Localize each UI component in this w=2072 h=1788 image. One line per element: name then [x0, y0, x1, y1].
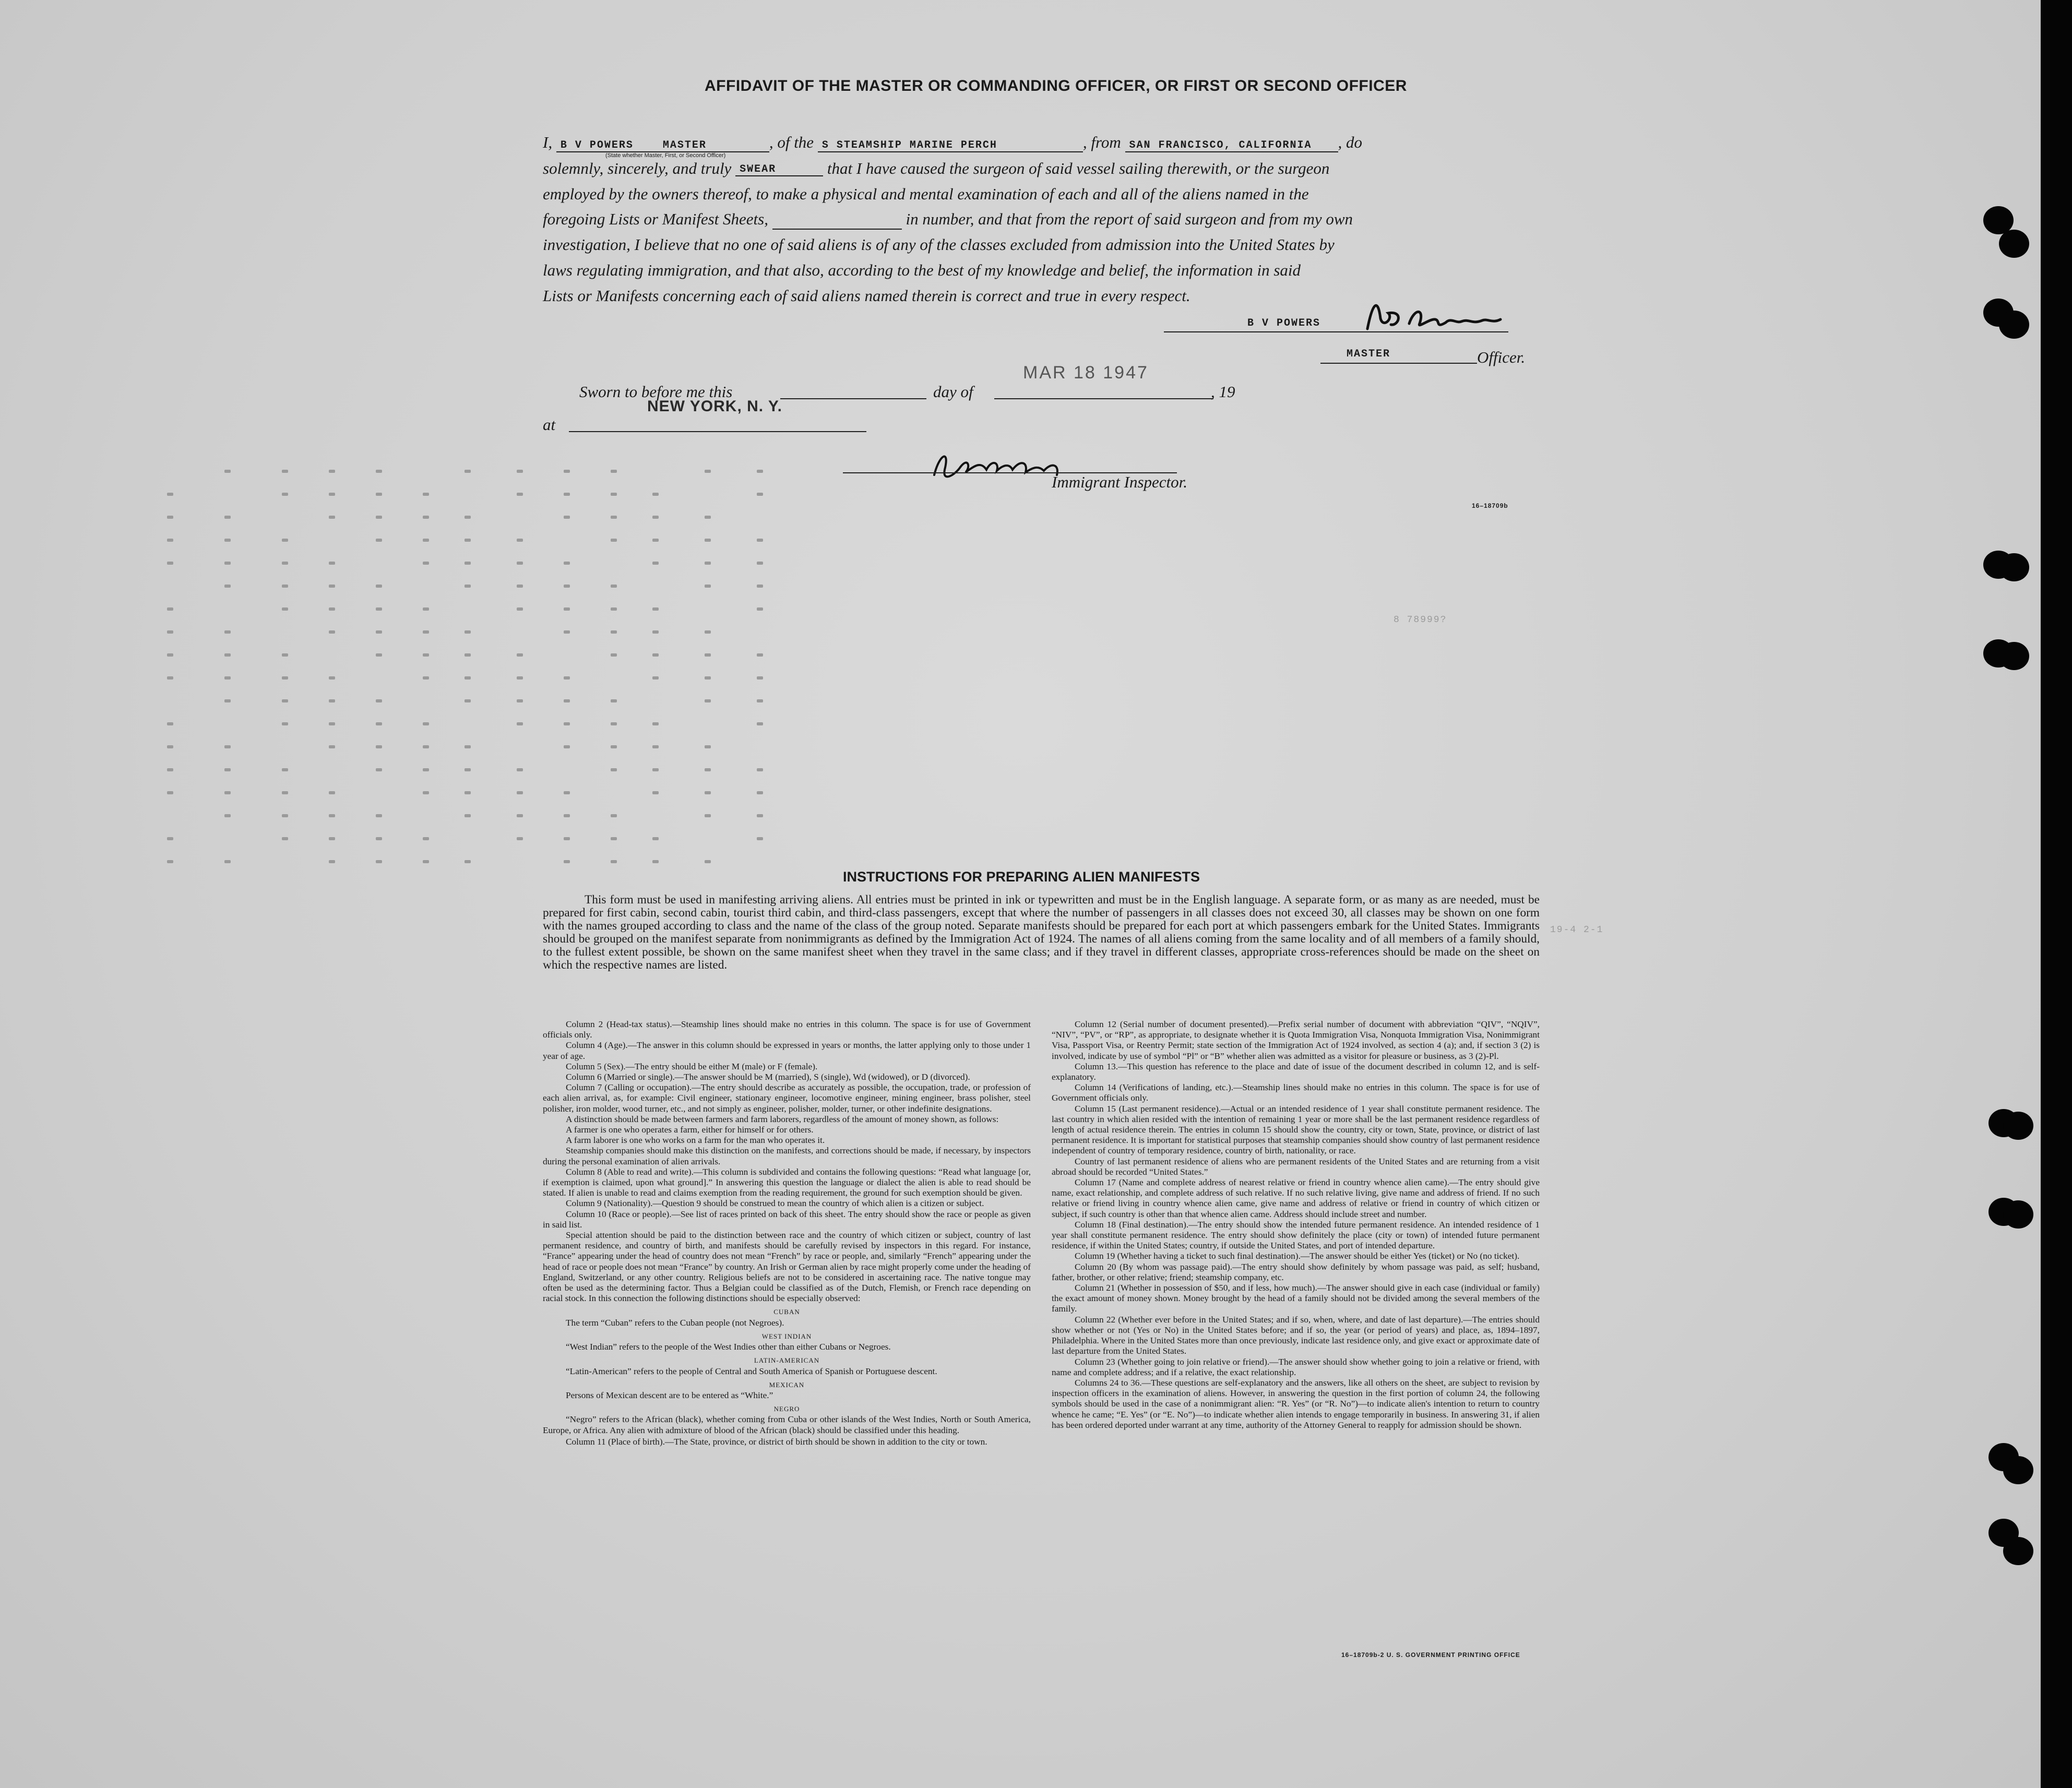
right-para: Column 21 (Whether in possession of $50, and if less, how much).—The answer should give in each case (individual or family) the exact amount of money shown. Money brought by the head of a family should not be divided among the several members of the family.: [1052, 1283, 1540, 1314]
bleed-dot: [757, 493, 763, 496]
bleed-dot: [564, 470, 570, 473]
bleed-dot: [517, 585, 523, 588]
bleed-dot: [757, 539, 763, 542]
bleed-dot: [423, 722, 429, 725]
bleed-through-marks: [151, 470, 778, 887]
bleed-dot: [329, 745, 335, 748]
bleed-dot: [224, 653, 231, 657]
bleed-dot: [757, 722, 763, 725]
left-para: Column 9 (Nationality).—Question 9 should be construed to mean the country of which alien is a citizen or subject.: [566, 1198, 984, 1209]
from-label: , from: [1082, 133, 1121, 151]
right-para: Column 20 (By whom was passage paid).—The entry should show definitely by whom passage was paid, as self; husband, father, brother, or other relative; friend; steamship company, etc.: [1052, 1261, 1540, 1282]
at-label: at: [543, 415, 556, 434]
bleed-dot: [517, 791, 523, 794]
bleed-dot: [465, 516, 471, 519]
bleed-dot: [611, 837, 617, 840]
bleed-dot: [611, 516, 617, 519]
bleed-dot: [705, 539, 711, 542]
bleed-dot: [423, 653, 429, 657]
prefix-i: I,: [543, 133, 553, 151]
bleed-dot: [423, 630, 429, 634]
bleed-dot: [517, 470, 523, 473]
officer-name-field: [556, 139, 769, 152]
section-head: WEST INDIAN: [761, 1332, 812, 1340]
bleed-dot: [564, 699, 570, 702]
bleed-dot: [167, 745, 173, 748]
bleed-dot: [423, 745, 429, 748]
section-head: CUBAN: [773, 1308, 800, 1316]
binding-hole: [1999, 230, 2029, 258]
bleed-dot: [757, 837, 763, 840]
bleed-dot: [465, 562, 471, 565]
affidavit-line-6: laws regulating immigration, and that also, according to the best of my knowledge and belief, the information in said: [543, 261, 1301, 279]
bleed-dot: [652, 630, 659, 634]
bleed-dot: [465, 585, 471, 588]
bleed-dot: [517, 722, 523, 725]
right-para: Column 12 (Serial number of document presented).—Prefix serial number of document with abbreviation “QIV”, “NQIV”, “NIV”, “PV”, or “RP”, as appropriate, to designate whether it is Quota Immigration Visa, Nonquota Immigration Visa, Nonimmigrant Visa, Passport Visa, or Reentry Permit; state section of the Immigration Act of 1924 involved, as section 4 (a); and, if section 3 (2) is involved, indicate by use of symbol “Pl” or “B” whether alien was admitted as a visitor for pleasure or business, as 3 (2)-Pl.: [1052, 1019, 1540, 1061]
bleed-dot: [423, 860, 429, 863]
sworn-month-rule: [994, 398, 1213, 399]
bleed-dot: [329, 837, 335, 840]
bleed-dot: [705, 470, 711, 473]
bleed-dot: [465, 814, 471, 817]
binding-hole: [2003, 1456, 2033, 1484]
of-the-label: , of the: [769, 133, 814, 151]
bleed-dot: [167, 630, 173, 634]
bleed-dot: [705, 791, 711, 794]
bleed-dot: [705, 768, 711, 771]
left-para: Column 6 (Married or single).—The answer should be M (married), S (single), Wd (widowed), or D (divorced).: [566, 1072, 970, 1082]
bleed-dot: [652, 653, 659, 657]
bleed-dot: [376, 470, 382, 473]
left-para: Special attention should be paid to the distinction between race and the country of which citizen or subject, country of last permanent residence, and country of birth, and manifests should be carefully revised by inspectors in this regard. For instance, “France” appearing under the head of country does not mean “French” by race or people, and, similarly “French” appearing under the head of race or people does not mean “France” by country. An Irish or German alien by race might properly come under the heading of England, Switzerland, or any other country. Religious beliefs are not to be considered in ascertaining race. The native tongue may often be used as the determining factor. Thus a Belgian could be classified as of the Dutch, Flemish, or French race depending on racial stock. In this connection the following distinctions should be especially observed:: [543, 1230, 1031, 1304]
officer-rank-typed: MASTER: [1347, 348, 1391, 360]
bleed-dot: [329, 676, 335, 680]
bleed-dot: [564, 722, 570, 725]
bleed-dot: [329, 585, 335, 588]
bleed-dot: [376, 539, 382, 542]
bleed-dot: [329, 791, 335, 794]
bleed-dot: [564, 745, 570, 748]
bleed-dot: [224, 562, 231, 565]
bleed-dot: [282, 539, 288, 542]
bleed-dot: [652, 791, 659, 794]
bleed-dot: [224, 539, 231, 542]
bleed-dot: [564, 676, 570, 680]
bleed-dot: [611, 860, 617, 863]
bleed-dot: [652, 493, 659, 496]
bleed-dot: [705, 585, 711, 588]
bleed-dot: [652, 676, 659, 680]
bleed-dot: [282, 768, 288, 771]
bleed-dot: [611, 722, 617, 725]
right-para: Column 14 (Verifications of landing, etc.).—Steamship lines should make no entries in this column. The space is for use of Government officials only.: [1052, 1082, 1540, 1103]
bleed-dot: [282, 814, 288, 817]
bleed-dot: [611, 470, 617, 473]
bleed-dot: [611, 653, 617, 657]
bleed-dot: [652, 837, 659, 840]
bleed-dot: [167, 722, 173, 725]
left-para: Column 8 (Able to read and write).—This column is subdivided and contains the following questions: “Read what language [or, if exemption is claimed, upon what ground].” In answering this question the language or dialect the alien is able to read should be stated. If alien is unable to read and claims exemption from the reading requirement, the ground for such exemption should be given.: [543, 1166, 1031, 1198]
bleed-dot: [611, 630, 617, 634]
bleed-mark-b: 19-4 2-1: [1550, 925, 1604, 935]
right-para: Column 22 (Whether ever before in the United States; and if so, when, where, and date of last departure).—The entries should show whether or not (Yes or No) in the United States before; and if so, the year (or period of years) and place, as, 1894–1897, Philadelphia. Where in the United States more than once previously, indicate last residence only, and give exact or approximate date of last departure from the United States.: [1052, 1314, 1540, 1356]
bleed-dot: [705, 860, 711, 863]
bleed-dot: [517, 539, 523, 542]
bleed-dot: [167, 562, 173, 565]
bleed-dot: [564, 562, 570, 565]
bleed-dot: [376, 493, 382, 496]
from-port: SAN FRANCISCO, CALIFORNIA: [1129, 139, 1312, 151]
bleed-dot: [517, 699, 523, 702]
left-para: Steamship companies should make this distinction on the manifests, and corrections should be made, if necessary, by inspectors during the personal examination of alien arrivals.: [543, 1146, 1031, 1166]
bleed-dot: [517, 768, 523, 771]
left-tail-para: Column 11 (Place of birth).—The State, province, or district of birth should be shown in addition to the city or town.: [566, 1436, 987, 1447]
bleed-dot: [705, 630, 711, 634]
sworn-label: Sworn to before me this: [579, 383, 733, 401]
bleed-dot: [282, 791, 288, 794]
bleed-dot: [167, 607, 173, 611]
bleed-dot: [282, 470, 288, 473]
affidavit-line-2: [543, 159, 1329, 178]
day-of-label: day of: [933, 383, 973, 401]
bleed-dot: [705, 699, 711, 702]
bleed-dot: [329, 722, 335, 725]
bleed-dot: [167, 768, 173, 771]
bleed-dot: [282, 699, 288, 702]
bleed-dot: [376, 630, 382, 634]
officer-rank-rule: [1320, 363, 1477, 364]
bleed-dot: [167, 860, 173, 863]
sworn-day-rule: [780, 398, 926, 399]
bleed-dot: [652, 745, 659, 748]
binding-hole: [2003, 1537, 2033, 1565]
bleed-dot: [376, 837, 382, 840]
bleed-dot: [423, 791, 429, 794]
bleed-dot: [224, 745, 231, 748]
bleed-dot: [224, 699, 231, 702]
bleed-dot: [564, 791, 570, 794]
right-para: Column 15 (Last permanent residence).—Actual or an intended residence of 1 year shall constitute permanent residence. The last country in which alien resided with the intention of remaining 1 year or more shall be the last permanent residence regardless of length of actual residence therein. The entries in column 15 should show the country, city or town, State, province, or district of last permanent residence. It is important for statistical purposes that steamship companies should show country of last permanent residence independent of country of temporary residence, country of birth, nationality, or race.: [1052, 1103, 1540, 1156]
place-stamp: NEW YORK, N. Y.: [647, 398, 782, 415]
at-rule: [569, 431, 866, 432]
bleed-dot: [423, 768, 429, 771]
bleed-dot: [705, 814, 711, 817]
bleed-dot: [224, 768, 231, 771]
bleed-dot: [564, 860, 570, 863]
printing-office-footer: 16–18709b-2 U. S. GOVERNMENT PRINTING OFFICE: [1341, 1651, 1520, 1659]
bleed-dot: [376, 585, 382, 588]
bleed-mark-a: 8 78999?: [1394, 615, 1447, 625]
affidavit-line-3: employed by the owners thereof, to make a physical and mental examination of each and all of the aliens named in the: [543, 185, 1309, 203]
bleed-dot: [652, 607, 659, 611]
bleed-dot: [224, 470, 231, 473]
bleed-dot: [329, 562, 335, 565]
bleed-dot: [423, 837, 429, 840]
bleed-dot: [652, 860, 659, 863]
bleed-dot: [564, 814, 570, 817]
left-para: Column 5 (Sex).—The entry should be either M (male) or F (female).: [566, 1061, 818, 1071]
bleed-dot: [376, 516, 382, 519]
bleed-dot: [376, 768, 382, 771]
bleed-dot: [282, 493, 288, 496]
bleed-dot: [705, 516, 711, 519]
left-para: Column 2 (Head-tax status).—Steamship lines should make no entries in this column. The space is for use of Government officials only.: [543, 1019, 1031, 1040]
right-para: Column 13.—This question has reference to the place and date of issue of the document described in column 12, and is self-explanatory.: [1052, 1061, 1540, 1082]
right-para: Column 23 (Whether going to join relative or friend).—The answer should show whether going to join a relative or friend, with name and complete address; and if a relative, the exact relationship.: [1052, 1356, 1540, 1377]
right-para: Country of last permanent residence of aliens who are permanent residents of the United States and are returning from a visit abroad should be recorded “United States.”: [1052, 1156, 1540, 1177]
bleed-dot: [376, 699, 382, 702]
bleed-dot: [282, 607, 288, 611]
instructions-title: INSTRUCTIONS FOR PREPARING ALIEN MANIFESTS: [843, 869, 1200, 885]
section-head: LATIN-AMERICAN: [754, 1356, 820, 1365]
bleed-dot: [282, 653, 288, 657]
bleed-dot: [517, 607, 523, 611]
bleed-dot: [423, 493, 429, 496]
bleed-dot: [282, 837, 288, 840]
bleed-dot: [564, 516, 570, 519]
left-para: Column 7 (Calling or occupation).—The entry should describe as accurately as possible, the occupation, trade, or profession of each alien arrival, as, for example: Civil engineer, stationary engineer, locomotive engineer, mining engineer, brass polisher, steel polisher, iron molder, wood turner, etc., and not simply as engineer, polisher, molder, turner, or other indefinite designations.: [543, 1082, 1031, 1114]
bleed-dot: [517, 814, 523, 817]
right-para: Column 19 (Whether having a ticket to such final destination).—The answer should be either Yes (ticket) or No (no ticket).: [1075, 1251, 1520, 1261]
bleed-dot: [224, 585, 231, 588]
master-signature: [1357, 287, 1514, 339]
section-body: Persons of Mexican descent are to be entered as “White.”: [566, 1390, 773, 1400]
bleed-dot: [376, 722, 382, 725]
section-head: MEXICAN: [769, 1380, 805, 1389]
line4-pre: foregoing Lists or Manifest Sheets,: [543, 210, 768, 228]
bleed-dot: [465, 653, 471, 657]
bleed-dot: [652, 516, 659, 519]
bleed-dot: [564, 837, 570, 840]
vessel-name: S STEAMSHIP MARINE PERCH: [821, 139, 997, 151]
binding-hole: [1999, 311, 2029, 339]
bleed-dot: [465, 860, 471, 863]
bleed-dot: [329, 607, 335, 611]
section-body: “West Indian” refers to the people of the West Indies other than either Cubans or Negroes.: [566, 1342, 891, 1352]
oath-field: [735, 163, 823, 176]
affidavit-line-7: Lists or Manifests concerning each of said aliens named therein is correct and true in every respect.: [543, 287, 1190, 305]
bleed-dot: [465, 699, 471, 702]
bleed-dot: [652, 722, 659, 725]
right-para: Column 18 (Final destination).—The entry should show the intended future permanent residence. An intended residence of 1 year shall constitute permanent residence. The entry should show definitely the place (city or town) of intended future permanent residence, if within the United States; country, if outside the United States, and port of intended departure.: [1052, 1219, 1540, 1251]
bleed-dot: [757, 562, 763, 565]
officer-label: Officer.: [1477, 348, 1526, 366]
left-para: Column 4 (Age).—The answer in this column should be expressed in years or months, the latter applying only to those under 1 year of age.: [543, 1040, 1031, 1061]
bleed-dot: [652, 768, 659, 771]
bleed-dot: [329, 516, 335, 519]
bleed-dot: [517, 837, 523, 840]
left-para: A distinction should be made between farmers and farm laborers, regardless of the amount of money shown, as follows:: [566, 1114, 999, 1124]
vessel-field: [818, 139, 1083, 152]
bleed-dot: [564, 607, 570, 611]
binding-hole: [2003, 1200, 2033, 1229]
section-body: “Latin-American” refers to the people of Central and South America of Spanish or Portuguese descent.: [566, 1366, 937, 1376]
bleed-dot: [465, 630, 471, 634]
oath-word: SWEAR: [740, 163, 777, 175]
bleed-dot: [611, 814, 617, 817]
bleed-dot: [282, 585, 288, 588]
bleed-dot: [757, 607, 763, 611]
bleed-dot: [564, 493, 570, 496]
from-port-field: [1125, 139, 1338, 152]
bleed-dot: [564, 630, 570, 634]
bleed-dot: [705, 562, 711, 565]
binding-hole: [2003, 1112, 2033, 1140]
bleed-dot: [224, 676, 231, 680]
line2-post: that I have caused the surgeon of said vessel sailing therewith, or the surgeon: [827, 159, 1330, 177]
left-para: A farm laborer is one who works on a farm for the man who operates it.: [566, 1135, 825, 1146]
bleed-dot: [652, 539, 659, 542]
date-stamp: MAR 18 1947: [1023, 363, 1149, 383]
bleed-dot: [611, 699, 617, 702]
section-body: “Negro” refers to the African (black), whether coming from Cuba or other islands of the West Indies, North or South America, Europe, or Africa. Any alien with admixture of blood of the African (black) should be classified under this heading.: [543, 1414, 1031, 1435]
bleed-dot: [224, 860, 231, 863]
binding-hole: [1999, 553, 2029, 581]
bleed-dot: [757, 585, 763, 588]
bleed-dot: [611, 539, 617, 542]
bleed-dot: [757, 768, 763, 771]
form-number: 16–18709b: [1472, 502, 1508, 509]
bleed-dot: [423, 539, 429, 542]
officer-rank: MASTER: [662, 139, 707, 151]
bleed-dot: [376, 745, 382, 748]
bleed-dot: [517, 562, 523, 565]
bleed-dot: [224, 814, 231, 817]
section-head: NEGRO: [773, 1405, 800, 1413]
signer-typed-name: B V POWERS: [1247, 317, 1321, 329]
bleed-dot: [757, 653, 763, 657]
bleed-dot: [465, 539, 471, 542]
line2-pre: solemnly, sincerely, and truly: [543, 159, 732, 177]
bleed-dot: [329, 493, 335, 496]
bleed-dot: [282, 722, 288, 725]
bleed-dot: [465, 676, 471, 680]
bleed-dot: [329, 630, 335, 634]
bleed-dot: [224, 516, 231, 519]
do-label: , do: [1338, 133, 1362, 151]
aliens-count-field: [772, 210, 902, 230]
bleed-dot: [465, 745, 471, 748]
bleed-dot: [564, 585, 570, 588]
year-prefix: , 19: [1211, 383, 1235, 401]
bleed-dot: [465, 768, 471, 771]
bleed-dot: [705, 676, 711, 680]
binding-hole: [1999, 642, 2029, 670]
bleed-dot: [282, 562, 288, 565]
bleed-dot: [757, 470, 763, 473]
officer-name: B V POWERS: [560, 139, 634, 151]
bleed-dot: [705, 745, 711, 748]
instructions-intro: This form must be used in manifesting arriving aliens. All entries must be printed in ink or typewritten and must be in the English language. A separate form, or as many as are needed, must be prepared for first cabin, second cabin, tourist third cabin, and third-class passengers, except that where the number of passengers in all classes does not exceed 30, all classes may be shown on one form with the names grouped according to class and the name of the class of the group noted. Separate manifests should be prepared for each port at which passengers embark for the United States. Immigrants should be grouped on the manifest separate from nonimmigrants as defined by the Immigration Act of 1924. The names of all aliens coming from the same locality and of all members of a family should, to the fullest extent possible, be shown on the same manifest sheet when they travel in the same class; and if they travel in different classes, appropriate cross-references should be made on the sheet on which the respective names are listed.: [543, 893, 1540, 972]
section-body: The term “Cuban” refers to the Cuban people (not Negroes).: [566, 1317, 784, 1328]
bleed-dot: [423, 562, 429, 565]
bleed-dot: [465, 470, 471, 473]
bleed-dot: [376, 860, 382, 863]
bleed-dot: [465, 791, 471, 794]
bleed-dot: [705, 653, 711, 657]
affidavit-title: AFFIDAVIT OF THE MASTER OR COMMANDING OFFICER, OR FIRST OR SECOND OFFICER: [705, 77, 1407, 94]
bleed-dot: [423, 607, 429, 611]
affidavit-line-4: [543, 210, 1353, 230]
bleed-dot: [376, 814, 382, 817]
bleed-dot: [224, 791, 231, 794]
line4-post: in number, and that from the report of said surgeon and from my own: [906, 210, 1353, 228]
rank-hint: (State whether Master, First, or Second Officer): [605, 152, 726, 159]
instructions-left-column: [543, 1019, 1031, 1447]
right-para: Column 17 (Name and complete address of nearest relative or friend in country whence alien came).—The entry should give name, exact relationship, and complete address of such relative. If no such relative living, give name and address of friend. If no such relative or friend living in country whence alien came, give name and address of relative or friend in country of which citizen or subject, if such country is other than that whence alien came. Address should include street and number.: [1052, 1177, 1540, 1219]
bleed-dot: [423, 676, 429, 680]
bleed-dot: [167, 516, 173, 519]
inspector-label: Immigrant Inspector.: [1052, 473, 1188, 491]
bleed-dot: [167, 539, 173, 542]
bleed-dot: [167, 676, 173, 680]
bleed-dot: [757, 699, 763, 702]
bleed-dot: [517, 676, 523, 680]
bleed-dot: [224, 630, 231, 634]
left-para: Column 10 (Race or people).—See list of races printed on back of this sheet. The entry should show the race or people as given in said list.: [543, 1209, 1031, 1230]
bleed-dot: [167, 493, 173, 496]
bleed-dot: [517, 493, 523, 496]
bleed-dot: [167, 653, 173, 657]
bleed-dot: [423, 516, 429, 519]
instructions-right-column: [1052, 1019, 1540, 1431]
bleed-dot: [757, 676, 763, 680]
scan-border: [2041, 0, 2072, 1788]
bleed-dot: [329, 814, 335, 817]
bleed-dot: [611, 745, 617, 748]
bleed-dot: [167, 837, 173, 840]
bleed-dot: [376, 653, 382, 657]
bleed-dot: [329, 860, 335, 863]
bleed-dot: [611, 585, 617, 588]
right-para: Columns 24 to 36.—These questions are self-explanatory and the answers, like all others on the sheet, are subject to revision by inspection officers in the examination of aliens. However, in answering the question in the first portion of column 24, the following symbols should be used in the case of a nonimmigrant alien: “R. Yes” (or “R. No”)—to indicate alien's intention to return to country whence he came; “E. Yes” (or “E. No”)—to indicate whether alien intends to engage temporarily in business. In answering 31, if alien has been ordered deported under warrant at any time, authority of the Attorney General to reapply for admission should be shown.: [1052, 1377, 1540, 1430]
affidavit-line-5: investigation, I believe that no one of said aliens is of any of the classes excluded from admission into the United States by: [543, 235, 1335, 254]
bleed-dot: [757, 791, 763, 794]
bleed-dot: [611, 607, 617, 611]
bleed-dot: [329, 699, 335, 702]
bleed-dot: [282, 676, 288, 680]
bleed-dot: [611, 493, 617, 496]
bleed-dot: [757, 814, 763, 817]
bleed-dot: [329, 470, 335, 473]
left-para: A farmer is one who operates a farm, either for himself or for others.: [566, 1125, 814, 1135]
bleed-dot: [167, 791, 173, 794]
bleed-dot: [517, 653, 523, 657]
bleed-dot: [376, 607, 382, 611]
bleed-dot: [652, 562, 659, 565]
bleed-dot: [611, 768, 617, 771]
affidavit-line-1: [543, 133, 1362, 152]
